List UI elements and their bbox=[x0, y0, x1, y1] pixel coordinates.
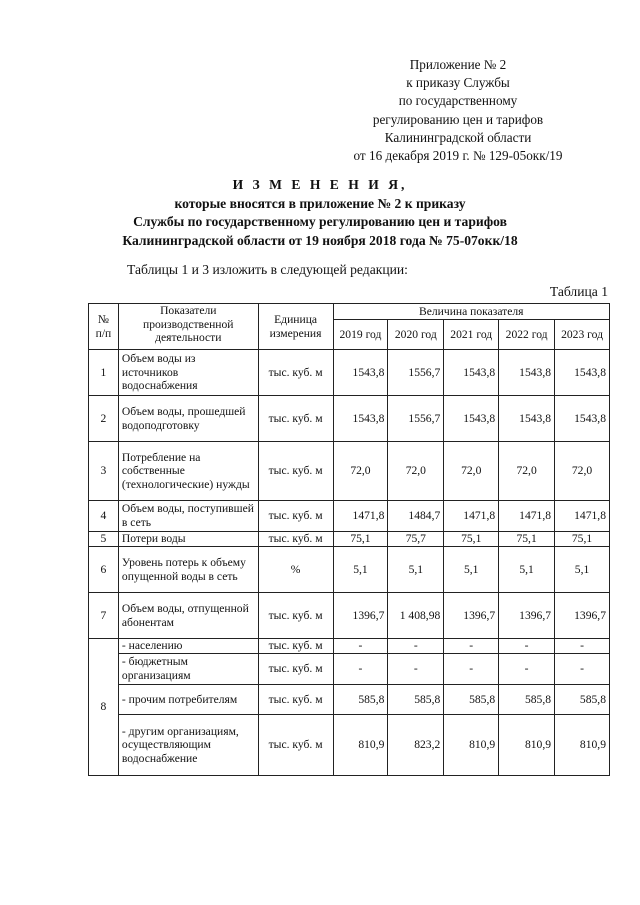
row-value: 1543,8 bbox=[444, 396, 499, 442]
row-value: 810,9 bbox=[555, 715, 610, 776]
table-row bbox=[89, 532, 610, 547]
row-value: 1556,7 bbox=[388, 350, 444, 396]
indicators-table bbox=[88, 303, 610, 776]
row-value: 1543,8 bbox=[499, 350, 555, 396]
row-unit: тыс. куб. м bbox=[258, 593, 333, 639]
row-value: 5,1 bbox=[444, 547, 499, 593]
table-row bbox=[89, 654, 610, 685]
row-name: - населению bbox=[118, 639, 258, 654]
row-value: 75,1 bbox=[333, 532, 388, 547]
row-value: 5,1 bbox=[499, 547, 555, 593]
row-value: 1 408,98 bbox=[388, 593, 444, 639]
row-value: 1543,8 bbox=[499, 396, 555, 442]
row-value: - bbox=[444, 654, 499, 685]
row-value: 1471,8 bbox=[444, 501, 499, 532]
row-value: 1396,7 bbox=[555, 593, 610, 639]
row-name: - другим организациям, осуществляющим водоснабжение bbox=[118, 715, 258, 776]
row-name: - бюджетным организациям bbox=[118, 654, 258, 685]
row-value: 585,8 bbox=[444, 685, 499, 715]
row-value: - bbox=[444, 639, 499, 654]
row-value: 1543,8 bbox=[555, 350, 610, 396]
table-row bbox=[89, 715, 610, 776]
table-row bbox=[89, 685, 610, 715]
row-name: Объем воды, отпущенной абонентам bbox=[118, 593, 258, 639]
row-num: 2 bbox=[89, 396, 119, 442]
row-name: - прочим потребителям bbox=[118, 685, 258, 715]
header-line: Калининградской области bbox=[384, 129, 532, 145]
row-name: Уровень потерь к объему опущенной воды в сеть bbox=[118, 547, 258, 593]
row-num: 7 bbox=[89, 593, 119, 639]
row-unit: тыс. куб. м bbox=[258, 501, 333, 532]
year-header: 2020 год bbox=[388, 320, 444, 350]
row-value: 823,2 bbox=[388, 715, 444, 776]
header-line: регулированию цен и тарифов bbox=[372, 111, 544, 127]
row-value: - bbox=[333, 654, 388, 685]
row-value: 5,1 bbox=[555, 547, 610, 593]
row-value: 1543,8 bbox=[444, 350, 499, 396]
row-value: 810,9 bbox=[333, 715, 388, 776]
col-unit-header: Единица измерения bbox=[258, 304, 333, 350]
row-num: 6 bbox=[89, 547, 119, 593]
row-value: 1484,7 bbox=[388, 501, 444, 532]
row-unit: тыс. куб. м bbox=[258, 532, 333, 547]
row-num: 4 bbox=[89, 501, 119, 532]
row-name: Потребление на собственные (технологические) нужды bbox=[118, 442, 258, 501]
row-value: 1543,8 bbox=[555, 396, 610, 442]
row-value: 75,1 bbox=[555, 532, 610, 547]
intro-text: Таблицы 1 и 3 изложить в следующей редакции: bbox=[127, 262, 408, 277]
row-value: 72,0 bbox=[444, 442, 499, 501]
header-line: от 16 декабря 2019 г. № 129-05окк/19 bbox=[353, 148, 563, 164]
row-num: 5 bbox=[89, 532, 119, 547]
row-value: 1471,8 bbox=[499, 501, 555, 532]
row-value: 72,0 bbox=[333, 442, 388, 501]
year-header: 2019 год bbox=[333, 320, 388, 350]
row-unit: % bbox=[258, 547, 333, 593]
row-name: Объем воды из источников водоснабжения bbox=[118, 350, 258, 396]
row-value: 75,1 bbox=[444, 532, 499, 547]
appendix-header bbox=[308, 56, 608, 165]
row-value: - bbox=[555, 654, 610, 685]
row-unit: тыс. куб. м bbox=[258, 442, 333, 501]
row-unit: тыс. куб. м bbox=[258, 685, 333, 715]
row-value: 585,8 bbox=[333, 685, 388, 715]
row-value: 1471,8 bbox=[555, 501, 610, 532]
header-line: Приложение № 2 bbox=[409, 57, 507, 72]
row-value: 72,0 bbox=[555, 442, 610, 501]
row-unit: тыс. куб. м bbox=[258, 715, 333, 776]
row-value: 810,9 bbox=[444, 715, 499, 776]
table-row bbox=[89, 639, 610, 654]
row-name: Объем воды, прошедшей водоподготовку bbox=[118, 396, 258, 442]
col-num-header: № п/п bbox=[89, 304, 119, 350]
row-num: 1 bbox=[89, 350, 119, 396]
row-value: 1556,7 bbox=[388, 396, 444, 442]
table-row bbox=[89, 547, 610, 593]
row-unit: тыс. куб. м bbox=[258, 654, 333, 685]
header-line: к приказу Службы bbox=[406, 75, 510, 91]
row-unit: тыс. куб. м bbox=[258, 639, 333, 654]
title-line: Службы по государственному регулированию цен и тарифов bbox=[133, 214, 507, 229]
table-row bbox=[89, 501, 610, 532]
table-row bbox=[89, 396, 610, 442]
row-value: - bbox=[499, 654, 555, 685]
row-value: - bbox=[388, 639, 444, 654]
row-name: Объем воды, поступившей в сеть bbox=[118, 501, 258, 532]
year-header: 2023 год bbox=[555, 320, 610, 350]
title-line: И З М Е Н Е Н И Я, bbox=[232, 177, 408, 192]
row-unit: тыс. куб. м bbox=[258, 396, 333, 442]
row-value: - bbox=[555, 639, 610, 654]
row-value: - bbox=[499, 639, 555, 654]
row-value: 1543,8 bbox=[333, 350, 388, 396]
row-value: 1396,7 bbox=[499, 593, 555, 639]
row-value: 75,1 bbox=[499, 532, 555, 547]
table-row bbox=[89, 593, 610, 639]
title-line: которые вносятся в приложение № 2 к приказу bbox=[174, 195, 466, 211]
row-num: 8 bbox=[89, 639, 119, 776]
row-value: 5,1 bbox=[388, 547, 444, 593]
row-value: 585,8 bbox=[499, 685, 555, 715]
title-line: Калининградской области от 19 ноября 2018 года № 75-07окк/18 bbox=[122, 232, 518, 248]
col-indicator-header: Показатели производственной деятельности bbox=[118, 304, 258, 350]
row-num: 3 bbox=[89, 442, 119, 501]
year-header: 2021 год bbox=[444, 320, 499, 350]
row-unit: тыс. куб. м bbox=[258, 350, 333, 396]
row-value: 1396,7 bbox=[444, 593, 499, 639]
row-value: 5,1 bbox=[333, 547, 388, 593]
row-value: 75,7 bbox=[388, 532, 444, 547]
header-line: по государственному bbox=[398, 93, 518, 109]
row-value: - bbox=[388, 654, 444, 685]
row-value: 72,0 bbox=[388, 442, 444, 501]
table-label: Таблица 1 bbox=[549, 284, 608, 299]
document-title bbox=[0, 176, 640, 250]
row-value: 72,0 bbox=[499, 442, 555, 501]
row-value: 585,8 bbox=[388, 685, 444, 715]
row-value: 1543,8 bbox=[333, 396, 388, 442]
col-value-header: Величина показателя bbox=[333, 304, 609, 320]
row-value: 1396,7 bbox=[333, 593, 388, 639]
row-value: 585,8 bbox=[555, 685, 610, 715]
row-value: 810,9 bbox=[499, 715, 555, 776]
table-row bbox=[89, 350, 610, 396]
row-value: - bbox=[333, 639, 388, 654]
year-header: 2022 год bbox=[499, 320, 555, 350]
row-name: Потери воды bbox=[118, 532, 258, 547]
row-value: 1471,8 bbox=[333, 501, 388, 532]
table-row bbox=[89, 442, 610, 501]
